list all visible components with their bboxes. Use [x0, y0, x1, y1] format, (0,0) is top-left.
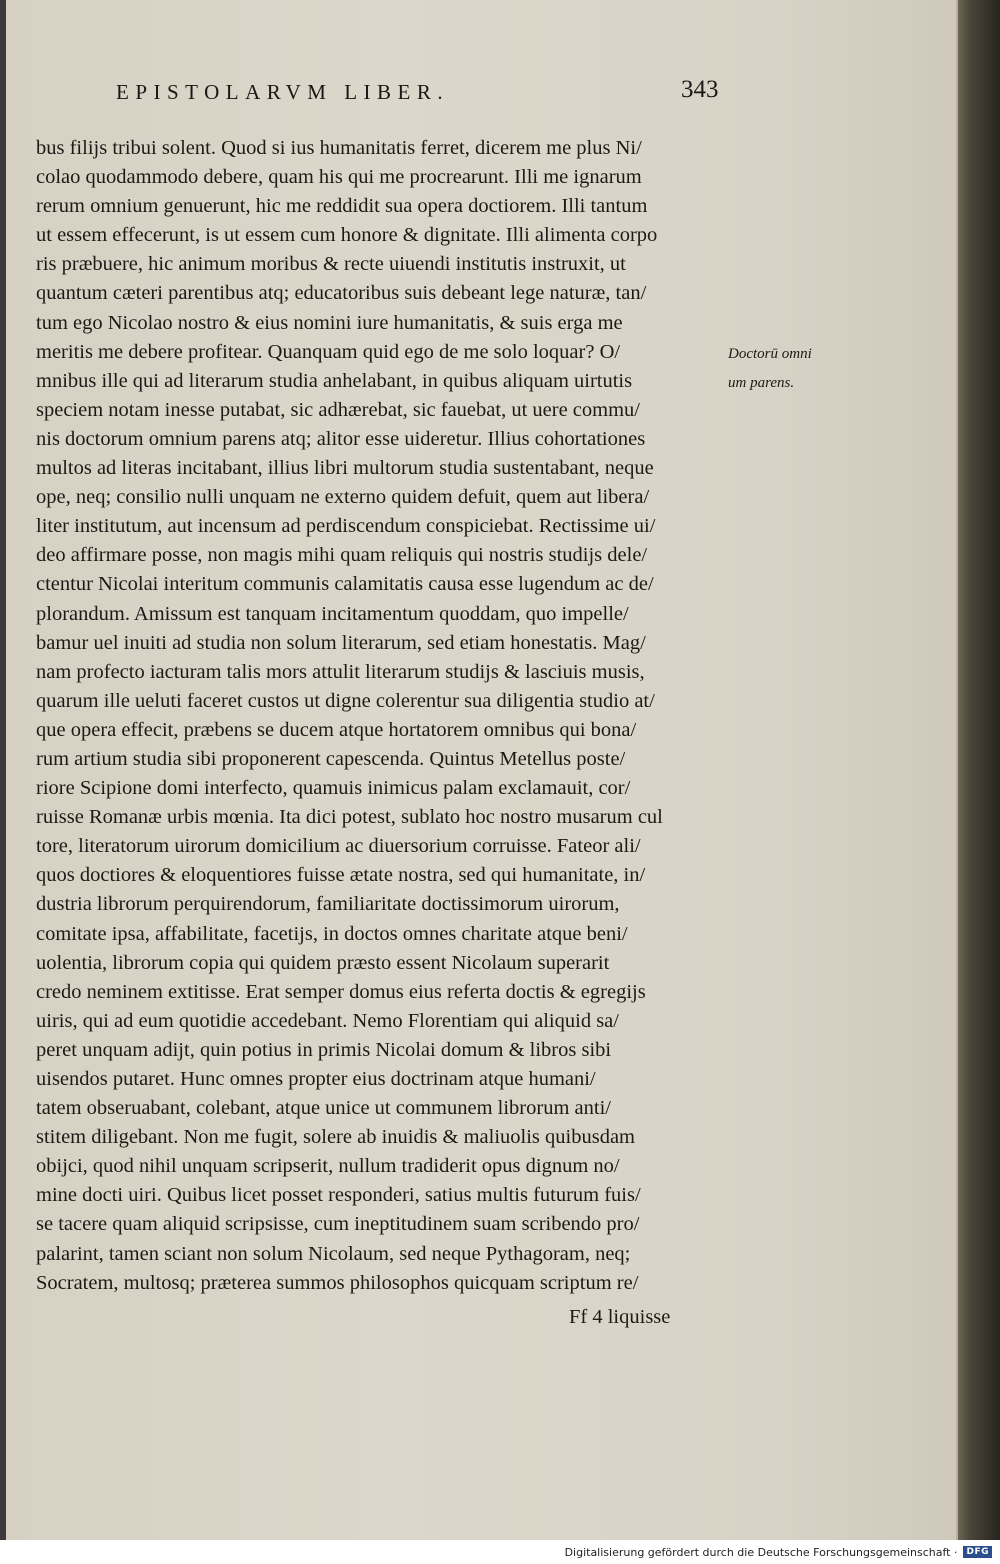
- text-line: deo affirmare posse, non magis mihi quam reliquis qui nostris studijs dele/: [36, 544, 648, 567]
- text-line: tatem obseruabant, colebant, atque unice ut communem librorum anti/: [36, 1097, 611, 1120]
- text-line: uolentia, librorum copia qui quidem præsto essent Nicolaum superarit: [36, 951, 610, 974]
- text-line: bus filijs tribui solent. Quod si ius humanitatis ferret, dicerem me plus Ni/: [36, 137, 642, 159]
- dfg-logo-icon: DFG: [963, 1546, 992, 1558]
- text-line: tore, literatorum uirorum domicilium ac diuersorium corruisse. Fateor ali/: [36, 835, 641, 858]
- text-line: dustria librorum perquirendorum, familiaritate doctissimorum uirorum,: [36, 893, 620, 916]
- marginal-note: [728, 340, 838, 398]
- text-line: uisendos putaret. Hunc omnes propter eius doctrinam atque humani/: [36, 1068, 596, 1090]
- scan-right-edge: [958, 0, 1000, 1540]
- text-line: quos doctiores & eloquentiores fuisse ætate nostra, sed qui humanitate, in/: [36, 864, 646, 887]
- text-line: ris præbuere, hic animum moribus & recte uiuendi institutis instruxit, ut: [36, 253, 626, 276]
- text-line: peret unquam adijt, quin potius in primis Nicolai domum & libros sibi: [36, 1038, 612, 1061]
- text-line: credo neminem extitisse. Erat semper domus eius referta doctis & egregijs: [36, 980, 646, 1003]
- text-line: ctentur Nicolai interitum communis calamitatis causa esse lugendum ac de/: [36, 573, 654, 596]
- text-line: colao quodammodo debere, quam his qui me procrearunt. Illi me ignarum: [36, 166, 642, 189]
- text-line: tum ego Nicolao nostro & eius nomini iure humanitatis, & suis erga me: [36, 311, 623, 334]
- text-line: stitem diligebant. Non me fugit, solere ab inuidis & maliuolis quibusdam: [36, 1126, 635, 1149]
- text-line: rum artium studia sibi proponerent capescenda. Quintus Metellus poste/: [36, 747, 626, 770]
- footer-bar: [0, 1540, 1000, 1564]
- text-line: plorandum. Amissum est tanquam incitamentum quoddam, quo impelle/: [36, 602, 629, 625]
- running-head-title: EPISTOLARVM LIBER.: [116, 80, 450, 104]
- text-line: que opera effecit, præbens se ducem atque hortatorem omnibus qui bona/: [36, 718, 637, 741]
- footer-credit: Digitalisierung gefördert durch die Deutsche Forschungsgemeinschaft ·: [564, 1545, 958, 1559]
- text-line: ruisse Romanæ urbis mœnia. Ita dici potest, sublato hoc nostro musarum cul: [36, 806, 663, 829]
- marginal-note-line: Doctorū omni: [728, 346, 812, 362]
- text-line: rerum omnium genuerunt, hic me reddidit sua opera doctiorem. Illi tantum: [36, 195, 648, 218]
- folio-number: 343: [681, 76, 719, 103]
- text-line: meritis me debere profitear. Quanquam quid ego de me solo loquar? O/: [36, 340, 621, 363]
- text-line: multos ad literas incitabant, illius libri multorum studia sustentabant, neque: [36, 457, 654, 480]
- text-line: ope, neq; consilio nulli unquam ne externo quidem defuit, quem aut libera/: [36, 486, 650, 509]
- text-line: bamur uel inuiti ad studia non solum literarum, sed etiam honestatis. Mag/: [36, 631, 646, 654]
- text-line: speciem notam inesse putabat, sic adhærebat, sic fauebat, ut uere commu/: [36, 398, 640, 421]
- book-page: [6, 0, 958, 1540]
- text-line: nis doctorum omnium parens atq; alitor esse uideretur. Illius cohortationes: [36, 427, 646, 450]
- text-line: riore Scipione domi interfecto, quamuis inimicus palam exclamauit, cor/: [36, 777, 631, 800]
- marginal-note-line: um parens.: [728, 375, 795, 391]
- text-line: se tacere quam aliquid scripsisse, cum ineptitudinem suam scribendo pro/: [36, 1213, 640, 1236]
- text-line: quantum cæteri parentibus atq; educatoribus suis debeant lege naturæ, tan/: [36, 282, 647, 305]
- text-line: palarint, tamen sciant non solum Nicolaum, sed neque Pythagoram, neq;: [36, 1242, 631, 1265]
- running-head: [86, 76, 726, 108]
- text-line: Socratem, multosq; prætereа summos philosophos quicquam scriptum re/: [36, 1271, 639, 1294]
- text-line: mnibus ille qui ad literarum studia anhelabant, in quibus aliquam uirtutis: [36, 369, 633, 392]
- text-line: mine docti uiri. Quibus licet posset responderi, satius multis futurum fuis/: [36, 1184, 641, 1207]
- text-line: uiris, qui ad eum quotidie accedebant. Nemo Florentiam qui aliquid sa/: [36, 1009, 619, 1032]
- text-line: obijci, quod nihil unquam scripserit, nullum tradiderit opus dignum no/: [36, 1155, 620, 1178]
- body-text: [36, 134, 726, 1298]
- text-line: comitate ipsa, affabilitate, facetijs, in doctos omnes charitate atque beni/: [36, 922, 628, 945]
- text-line: nam profecto iacturam talis mors attulit literarum studijs & lasciuis musis,: [36, 660, 645, 683]
- text-line: ut essem effecerunt, is ut essem cum honore & dignitate. Illi alimenta corpo: [36, 224, 658, 247]
- catchline-signature: Ff 4 liquisse: [569, 1306, 671, 1328]
- text-line: liter institutum, aut incensum ad perdiscendum conspiciebat. Rectissime ui/: [36, 515, 656, 538]
- text-line: quarum ille ueluti faceret custos ut digne colerentur sua diligentia studio at/: [36, 689, 655, 712]
